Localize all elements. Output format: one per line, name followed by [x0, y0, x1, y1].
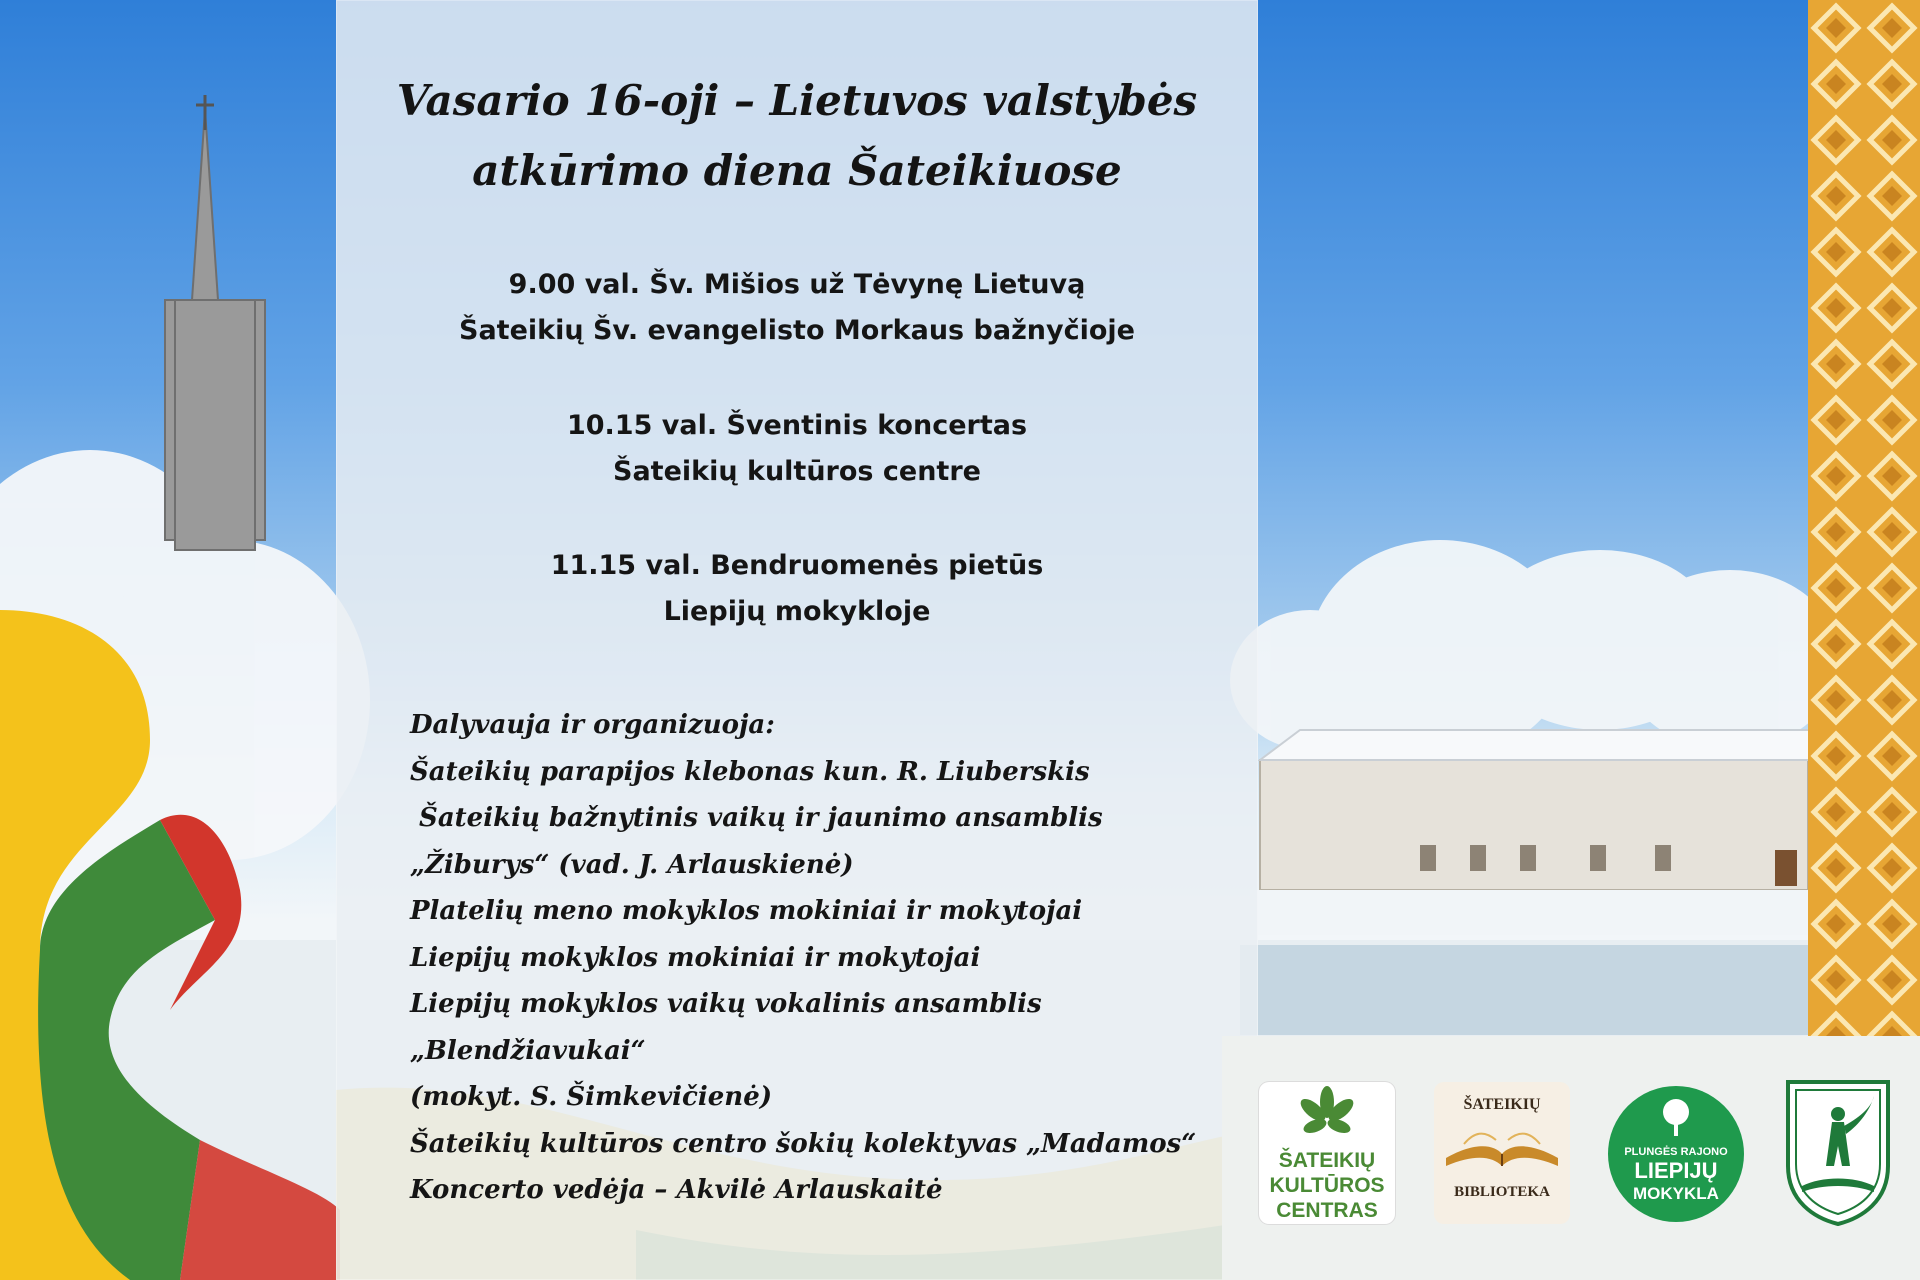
list-item: Koncerto vedėja – Akvilė Arlauskaitė	[410, 1175, 943, 1205]
library-top-text: ŠATEIKIŲ	[1463, 1096, 1541, 1113]
event-concert	[336, 403, 1258, 495]
event-time-line: 10.15 val. Šventinis koncertas	[566, 410, 1028, 441]
list-item: Šateikių bažnytinis vaikų ir jaunimo ansamblis	[410, 803, 1103, 833]
list-item: (mokyt. S. Šimkevičienė)	[410, 1082, 773, 1112]
folk-pattern-icon	[1808, 0, 1920, 1036]
event-title	[336, 66, 1258, 206]
list-item: „Blendžiavukai“	[410, 1035, 646, 1066]
list-item: Šateikių parapijos klebonas kun. R. Liuberskis	[410, 756, 1090, 787]
participants-list	[410, 702, 1250, 1214]
list-item: „Žiburys“ (vad. J. Arlauskienė)	[410, 849, 854, 880]
library-logo	[1434, 1082, 1570, 1224]
open-book-icon	[1434, 1114, 1570, 1180]
event-time-line: 9.00 val. Šv. Mišios už Tėvynę Lietuvą	[508, 269, 1086, 300]
title-line-2: atkūrimo diena Šateikiuose	[472, 146, 1122, 195]
list-item: Liepijų mokyklos mokiniai ir mokytojai	[410, 942, 981, 973]
event-lunch	[336, 543, 1258, 635]
event-mass	[336, 262, 1258, 354]
art-school-emblem-icon	[1782, 1076, 1894, 1228]
title-line-1: Vasario 16-oji – Lietuvos valstybės	[396, 76, 1198, 125]
logo-line: LIEPIJŲ	[1634, 1158, 1718, 1183]
logo-line: PLUNGĖS RAJONO	[1624, 1146, 1728, 1158]
list-item: Šateikių kultūros centro šokių kolektyvas „Madamos“	[410, 1128, 1197, 1159]
list-item: Platelių meno mokyklos mokiniai ir mokytojai	[410, 896, 1083, 926]
library-bottom-text: BIBLIOTEKA	[1454, 1184, 1550, 1200]
logo-line: KULTŪROS	[1269, 1174, 1385, 1197]
event-time-line: 11.15 val. Bendruomenės pietūs	[550, 550, 1044, 581]
event-place-line: Liepijų mokykloje	[663, 596, 931, 627]
folk-ornament-stripe	[1808, 0, 1920, 1036]
logo-line: ŠATEIKIŲ	[1278, 1149, 1376, 1172]
event-place-line: Šateikių Šv. evangelisto Morkaus bažnyčioje	[459, 315, 1135, 346]
culture-centre-logo	[1259, 1082, 1395, 1224]
chestnut-leaf-icon	[1259, 1082, 1395, 1142]
logo-line: MOKYKLA	[1633, 1184, 1719, 1203]
list-item: Liepijų mokyklos vaikų vokalinis ansamblis	[410, 989, 1042, 1019]
liepiju-school-logo	[1608, 1086, 1744, 1222]
participants-heading: Dalyvauja ir organizuoja:	[410, 710, 775, 740]
event-place-line: Šateikių kultūros centre	[613, 456, 981, 487]
lithuanian-flag-ribbon-icon	[0, 590, 340, 1280]
logo-line: CENTRAS	[1276, 1199, 1378, 1222]
